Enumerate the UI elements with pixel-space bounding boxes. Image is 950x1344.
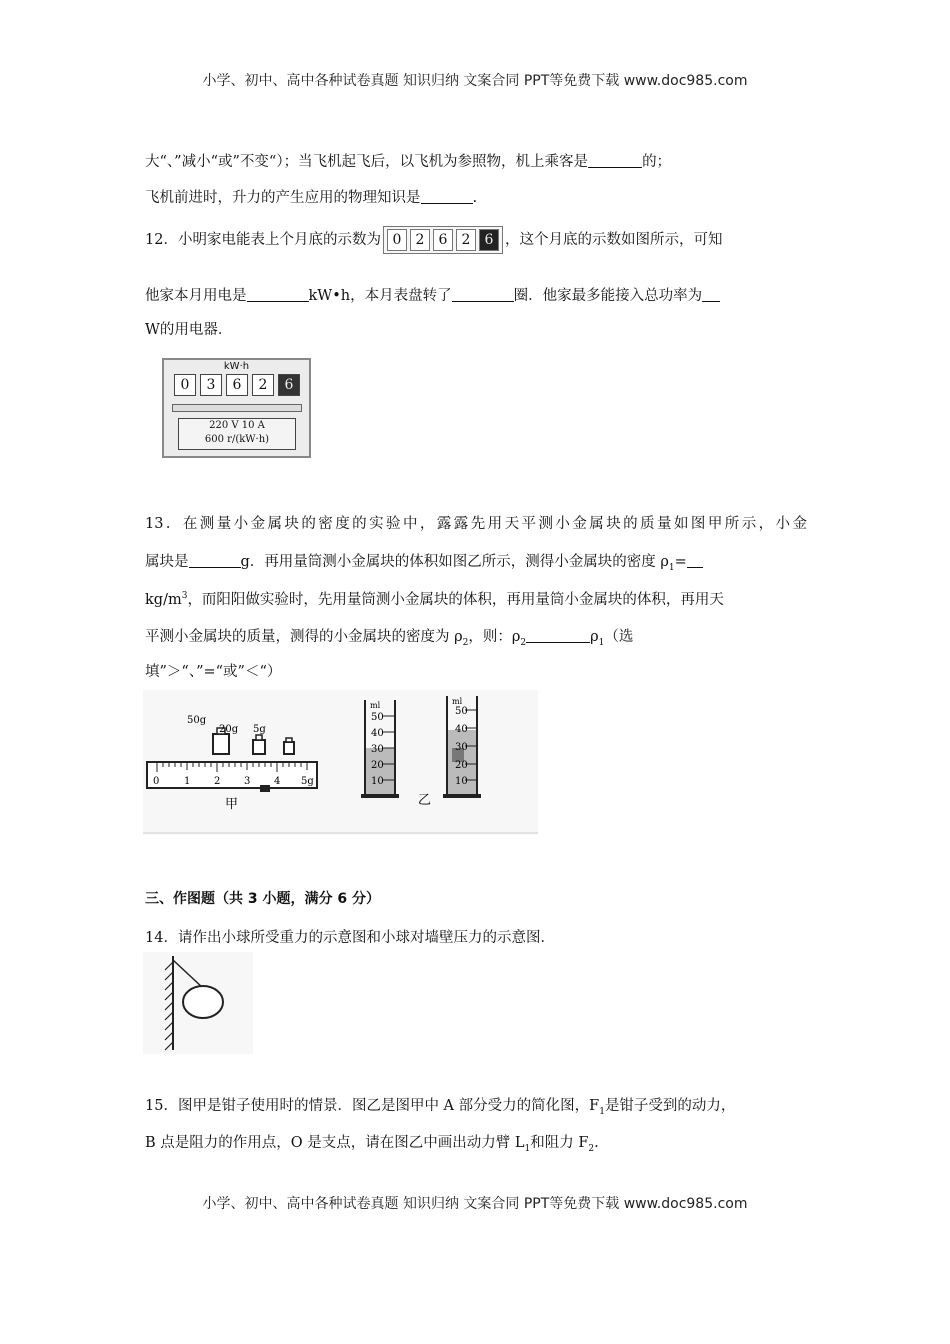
q12-text-d: kW•h，本月表盘转了 xyxy=(308,288,452,304)
q13-blank-1[interactable] xyxy=(189,553,241,568)
q13-line4 xyxy=(145,625,633,648)
ball xyxy=(183,986,223,1018)
f-sub: 1 xyxy=(599,1106,605,1117)
q12-line1 xyxy=(145,226,722,254)
meter-unit: kW·h xyxy=(223,361,250,372)
cyl1-mark: 50 xyxy=(371,712,384,723)
q13-text-d: kg/m xyxy=(145,592,182,608)
q11-text-c: 飞机前进时，升力的产生应用的物理知识是 xyxy=(145,190,421,206)
q12-line2 xyxy=(145,284,720,305)
ruler xyxy=(147,762,317,788)
cyl2-mark: 10 xyxy=(455,776,468,787)
f-sub: 2 xyxy=(588,1143,595,1154)
q13-text-g: ，则：ρ xyxy=(468,629,521,645)
ruler-label: 4 xyxy=(274,776,281,787)
meter-digit: 0 xyxy=(174,374,196,396)
rho-sub: 2 xyxy=(520,637,527,648)
q15-line1 xyxy=(145,1094,735,1117)
q13-text-f: 平测小金属块的质量，测得的小金属块的密度为 ρ xyxy=(145,629,463,645)
q12-blank-3[interactable] xyxy=(702,287,720,302)
ruler-label: 2 xyxy=(214,776,221,787)
meter-spec-1: 220 V 10 A xyxy=(209,420,265,431)
q15-text-c: B 点是阻力的作用点，O 是支点，请在图乙中画出动力臂 L xyxy=(145,1135,525,1151)
q13-line5: 填”＞“、”=“或”＜“） xyxy=(145,664,282,680)
q11-line2 xyxy=(145,186,477,207)
label-jia: 甲 xyxy=(225,797,239,812)
q13-text-e: ，而阳阳做实验时，先用量筒测小金属块的体积，再用量筒小金属块的体积，再用天 xyxy=(187,592,724,608)
meter-digit: 3 xyxy=(200,374,222,396)
cyl1-mark: 30 xyxy=(371,744,384,755)
q12-blank-1[interactable] xyxy=(247,287,309,302)
q12-text-e: 圈．他家最多能接入总功率为 xyxy=(513,288,703,304)
cylinder-unit: ml xyxy=(452,697,463,706)
meter-spec xyxy=(178,418,296,450)
weight-label: 50g xyxy=(187,715,207,726)
q13-line2 xyxy=(145,550,703,573)
cylinder-unit: ml xyxy=(370,701,381,710)
q15-text-b: 是钳子受到的动力， xyxy=(604,1098,736,1114)
q13-text-a: 属块是 xyxy=(145,554,189,570)
q13-text-h: ρ xyxy=(590,629,599,645)
ruler-label: 1 xyxy=(184,776,191,787)
meter-digit: 2 xyxy=(252,374,274,396)
q11-blank-1[interactable] xyxy=(588,153,642,168)
meter-dial-bar xyxy=(172,404,302,412)
rho-sub: 1 xyxy=(668,562,675,573)
prev-meter-reading xyxy=(383,226,503,254)
energy-meter-figure xyxy=(162,358,311,458)
q12-line3: W的用电器． xyxy=(145,322,233,338)
q11-text-a: 大“、”减小“或”不变“）；当飞机起飞后，以飞机为参照物，机上乘客是 xyxy=(145,154,589,170)
rho-sub: 2 xyxy=(462,637,469,648)
q11-line1 xyxy=(145,150,671,171)
q11-text-d: . xyxy=(472,190,478,206)
page-footer: 小学、初中、高中各种试卷真题 知识归纳 文案合同 PPT等免费下载 www.doc985.com xyxy=(202,1196,748,1212)
q11-blank-2[interactable] xyxy=(421,189,473,204)
cyl1-mark: 10 xyxy=(371,776,384,787)
cyl2-mark: 50 xyxy=(455,706,468,717)
prev-digit: 2 xyxy=(410,229,430,251)
prev-digit: 2 xyxy=(456,229,476,251)
q15-text-d: 和阻力 F xyxy=(530,1135,589,1151)
rho-sub: 1 xyxy=(598,637,605,648)
q13-line1: 13．在测量小金属块的密度的实验中，露露先用天平测小金属块的质量如图甲所示，小金 xyxy=(145,516,807,532)
q12-text-c: 他家本月用电是 xyxy=(145,288,247,304)
prev-digit: 0 xyxy=(387,229,407,251)
balance-cylinder-figure xyxy=(143,690,538,835)
unit-sup: 3 xyxy=(181,591,188,602)
weight-label: 20g xyxy=(219,724,239,735)
ruler-label: 5g xyxy=(301,776,314,787)
rider xyxy=(260,785,270,792)
q13-text-i: （选 xyxy=(604,629,634,645)
q13-text-c: = xyxy=(674,554,687,570)
label-yi: 乙 xyxy=(418,793,432,808)
q15-text-e: . xyxy=(594,1135,599,1151)
q15-line2 xyxy=(145,1131,599,1154)
page-header: 小学、初中、高中各种试卷真题 知识归纳 文案合同 PPT等免费下载 www.doc985.com xyxy=(202,73,748,89)
q14-text: 14．请作出小球所受重力的示意图和小球对墙壁压力的示意图． xyxy=(145,930,555,946)
prev-digit-decimal: 6 xyxy=(479,229,499,251)
q12-text-a: 12．小明家电能表上个月底的示数为 xyxy=(145,232,381,248)
cyl2-mark: 20 xyxy=(455,760,468,771)
q12-blank-2[interactable] xyxy=(452,287,514,302)
q11-text-b: 的； xyxy=(642,154,672,170)
q12-text-b: ，这个月底的示数如图所示，可知 xyxy=(504,232,723,248)
section-title: 三、作图题（共 3 小题，满分 6 分） xyxy=(145,891,380,907)
prev-digit: 6 xyxy=(433,229,453,251)
meter-digit: 6 xyxy=(226,374,248,396)
cyl1-mark: 20 xyxy=(371,760,384,771)
q13-blank-2[interactable] xyxy=(687,553,703,568)
meter-spec-2: 600 r/(kW·h) xyxy=(204,434,270,445)
cyl1-mark: 40 xyxy=(371,728,384,739)
q13-text-b: g．再用量筒测小金属块的体积如图乙所示，测得小金属块的密度 ρ xyxy=(240,554,669,570)
q13-line3 xyxy=(145,588,724,609)
weight-label: 5g xyxy=(253,724,266,735)
cyl2-mark: 40 xyxy=(455,724,468,735)
ball-wall-figure xyxy=(143,952,253,1054)
cyl2-mark: 30 xyxy=(455,742,468,753)
q15-text-a: 15．图甲是钳子使用时的情景．图乙是图甲中 A 部分受力的简化图，F xyxy=(145,1098,600,1114)
weight-5g xyxy=(284,738,294,754)
l-sub: 1 xyxy=(524,1143,531,1154)
meter-digit-decimal: 6 xyxy=(278,374,300,396)
q13-blank-3[interactable] xyxy=(526,628,590,643)
ruler-label: 0 xyxy=(153,776,160,787)
ruler-label: 3 xyxy=(244,776,251,787)
meter-digits xyxy=(174,374,300,396)
